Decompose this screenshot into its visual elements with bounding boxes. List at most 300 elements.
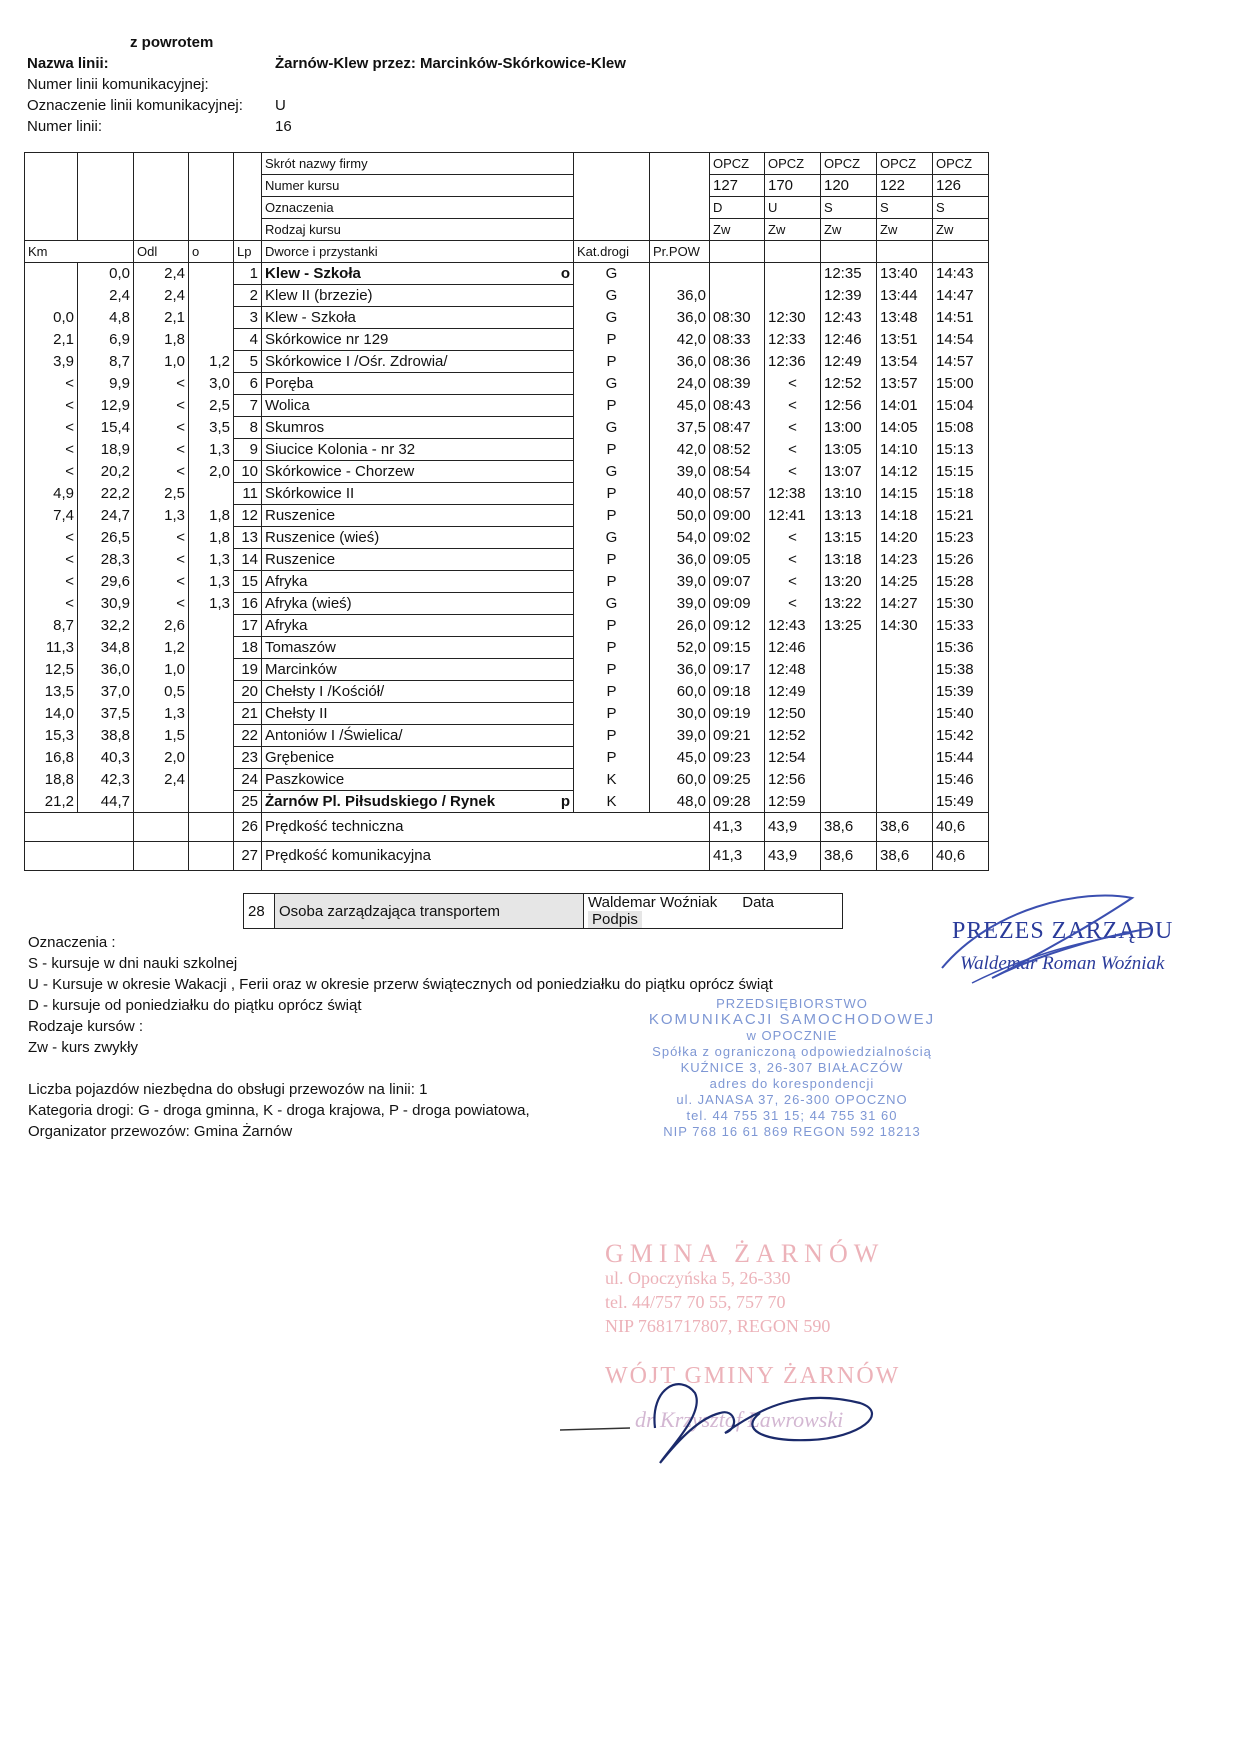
- empty-cell: [877, 241, 933, 263]
- stop-name: Marcinków: [265, 661, 337, 678]
- pow-value: 42,0: [650, 439, 710, 461]
- departure-time: 09:21: [710, 725, 765, 747]
- km-1: 7,4: [25, 505, 78, 527]
- course-number: 122: [877, 175, 933, 197]
- km-2: 36,0: [78, 659, 134, 681]
- road-category: G: [574, 593, 650, 615]
- stop-wrap: [265, 593, 570, 614]
- table-cell: [134, 197, 189, 219]
- o-value: [189, 285, 234, 307]
- road-category: P: [574, 483, 650, 505]
- km-1: 4,9: [25, 483, 78, 505]
- pow-value: 36,0: [650, 351, 710, 373]
- col-lp: Lp: [234, 241, 262, 263]
- pow-value: 30,0: [650, 703, 710, 725]
- departure-time: <: [765, 395, 821, 417]
- municipality-stamp-line-4: NIP 7681717807, REGON 590: [605, 1316, 831, 1336]
- o-value: 1,3: [189, 439, 234, 461]
- pow-value: 37,5: [650, 417, 710, 439]
- departure-time: 12:41: [765, 505, 821, 527]
- stop-name: Żarnów Pl. Piłsudskiego / Rynek: [265, 793, 496, 810]
- pow-value: 36,0: [650, 659, 710, 681]
- stop-cell: [262, 659, 574, 681]
- lp: 15: [234, 571, 262, 593]
- km-2: 2,4: [78, 285, 134, 307]
- pow-value: 36,0: [650, 549, 710, 571]
- stop-name: Skórkowice I /Ośr. Zdrowia/: [265, 353, 448, 370]
- odl: 1,2: [134, 637, 189, 659]
- km-2: 4,8: [78, 307, 134, 329]
- departure-time: 13:10: [821, 483, 877, 505]
- table-row: [25, 725, 989, 747]
- empty-cell: [134, 842, 189, 871]
- odl: 1,0: [134, 351, 189, 373]
- legend-kinds-title: Rodzaje kursów :: [28, 1018, 144, 1035]
- lp: 3: [234, 307, 262, 329]
- line-mark-label: Oznaczenie linii komunikacyjnej:: [27, 97, 243, 114]
- company-stamp-line-3: w OPOCZNIE: [746, 1028, 838, 1043]
- departure-time: [710, 285, 765, 307]
- road-category: G: [574, 263, 650, 285]
- empty-cell: [574, 197, 650, 219]
- president-signature-icon: [932, 888, 1172, 998]
- odl: 2,4: [134, 769, 189, 791]
- line-number-label: Numer linii:: [27, 118, 103, 135]
- manager-date-label: Data: [742, 894, 774, 911]
- departure-time: [765, 263, 821, 285]
- departure-time: 13:40: [877, 263, 933, 285]
- road-category: G: [574, 285, 650, 307]
- course-meta-row: [25, 219, 989, 241]
- stop-cell: [262, 681, 574, 703]
- departure-time: 09:09: [710, 593, 765, 615]
- table-cell: [189, 175, 234, 197]
- departure-time: 12:52: [821, 373, 877, 395]
- road-category: P: [574, 395, 650, 417]
- table-cell: [189, 219, 234, 241]
- o-value: 1,2: [189, 351, 234, 373]
- km-1: <: [25, 593, 78, 615]
- stop-name: Chełsty I /Kościół/: [265, 683, 385, 700]
- table-row: [25, 703, 989, 725]
- stop-cell: [262, 615, 574, 637]
- stop-cell: [262, 351, 574, 373]
- lp: 13: [234, 527, 262, 549]
- table-row: [25, 637, 989, 659]
- table-row: [25, 769, 989, 791]
- stop-cell: [262, 417, 574, 439]
- odl: <: [134, 527, 189, 549]
- odl: <: [134, 593, 189, 615]
- pow-value: 60,0: [650, 681, 710, 703]
- km-2: 8,7: [78, 351, 134, 373]
- table-cell: [134, 153, 189, 175]
- table-row: [25, 285, 989, 307]
- pow-value: 36,0: [650, 307, 710, 329]
- table-row: [25, 791, 989, 813]
- departure-time: 15:39: [933, 681, 989, 703]
- odl: <: [134, 395, 189, 417]
- departure-time: 15:40: [933, 703, 989, 725]
- table-cell: [25, 197, 78, 219]
- course-meta-row: [25, 153, 989, 175]
- departure-time: <: [765, 571, 821, 593]
- stop-cell: [262, 439, 574, 461]
- pow-value: 40,0: [650, 483, 710, 505]
- table-row: [25, 593, 989, 615]
- km-2: 44,7: [78, 791, 134, 813]
- km-1: <: [25, 439, 78, 461]
- stop-name: Ruszenice (wieś): [265, 529, 380, 546]
- table-cell: [134, 175, 189, 197]
- departure-time: 09:15: [710, 637, 765, 659]
- course-kind: Zw: [710, 219, 765, 241]
- departure-time: 15:38: [933, 659, 989, 681]
- departure-time: 12:56: [821, 395, 877, 417]
- col-stop: Dworce i przystanki: [262, 241, 574, 263]
- table-row: [25, 439, 989, 461]
- table-cell: [25, 175, 78, 197]
- o-value: [189, 263, 234, 285]
- departure-time: 13:07: [821, 461, 877, 483]
- line-mark-value: U: [275, 97, 286, 114]
- departure-time: 08:57: [710, 483, 765, 505]
- departure-time: 09:02: [710, 527, 765, 549]
- legend-roads: Kategoria drogi: G - droga gminna, K - droga krajowa, P - droga powiatowa,: [28, 1102, 530, 1119]
- empty-cell: [574, 219, 650, 241]
- table-row: [25, 571, 989, 593]
- departure-time: [821, 637, 877, 659]
- o-value: [189, 769, 234, 791]
- o-value: [189, 681, 234, 703]
- departure-time: 09:19: [710, 703, 765, 725]
- departure-time: [877, 659, 933, 681]
- departure-time: 14:23: [877, 549, 933, 571]
- departure-time: 15:42: [933, 725, 989, 747]
- departure-time: 15:21: [933, 505, 989, 527]
- table-cell: [189, 197, 234, 219]
- km-1: 3,9: [25, 351, 78, 373]
- departure-time: 15:30: [933, 593, 989, 615]
- departure-time: 12:36: [765, 351, 821, 373]
- stop-cell: [262, 461, 574, 483]
- timetable: [24, 152, 989, 871]
- departure-time: 08:54: [710, 461, 765, 483]
- departure-time: [877, 747, 933, 769]
- odl: [134, 791, 189, 813]
- departure-time: <: [765, 461, 821, 483]
- departure-time: 12:48: [765, 659, 821, 681]
- departure-time: 13:54: [877, 351, 933, 373]
- departure-time: 12:49: [821, 351, 877, 373]
- stop-cell: [262, 549, 574, 571]
- departure-time: 12:39: [821, 285, 877, 307]
- km-2: 38,8: [78, 725, 134, 747]
- stop-name: Skórkowice - Chorzew: [265, 463, 415, 480]
- departure-time: 12:35: [821, 263, 877, 285]
- pow-value: 36,0: [650, 285, 710, 307]
- pow-value: 24,0: [650, 373, 710, 395]
- o-value: [189, 659, 234, 681]
- departure-time: 14:01: [877, 395, 933, 417]
- departure-time: 13:00: [821, 417, 877, 439]
- o-value: [189, 637, 234, 659]
- stop-wrap: [265, 747, 570, 768]
- odl: 2,4: [134, 263, 189, 285]
- o-value: 2,5: [189, 395, 234, 417]
- departure-time: 09:17: [710, 659, 765, 681]
- km-2: 6,9: [78, 329, 134, 351]
- summary-value: 40,6: [933, 842, 989, 871]
- table-row: [25, 395, 989, 417]
- departure-time: 15:49: [933, 791, 989, 813]
- departure-time: 14:27: [877, 593, 933, 615]
- road-category: P: [574, 351, 650, 373]
- lp: 14: [234, 549, 262, 571]
- table-cell: [234, 153, 262, 175]
- km-2: 9,9: [78, 373, 134, 395]
- km-2: 22,2: [78, 483, 134, 505]
- departure-time: 09:00: [710, 505, 765, 527]
- company-stamp-line-1: PRZEDSIĘBIORSTWO: [716, 996, 868, 1011]
- stop-wrap: [265, 615, 570, 636]
- departure-time: <: [765, 527, 821, 549]
- table-cell: [234, 219, 262, 241]
- km-1: <: [25, 395, 78, 417]
- stop-name: Skórkowice II: [265, 485, 355, 502]
- km-2: 20,2: [78, 461, 134, 483]
- manager-name: Waldemar Woźniak: [588, 894, 718, 911]
- km-2: 32,2: [78, 615, 134, 637]
- manager-sign-label: Podpis: [588, 911, 642, 928]
- stop-wrap: [265, 571, 570, 592]
- empty-cell: [650, 219, 710, 241]
- stop-name: Poręba: [265, 375, 314, 392]
- stop-wrap: [265, 307, 570, 328]
- departure-time: 14:54: [933, 329, 989, 351]
- course-meta-row: [25, 197, 989, 219]
- stop-cell: [262, 373, 574, 395]
- legend-organizer: Organizator przewozów: Gmina Żarnów: [28, 1123, 293, 1140]
- o-value: [189, 725, 234, 747]
- km-1: [25, 285, 78, 307]
- empty-cell: [574, 153, 650, 175]
- table-cell: [234, 175, 262, 197]
- lp: 7: [234, 395, 262, 417]
- pow-value: [650, 263, 710, 285]
- odl: 1,0: [134, 659, 189, 681]
- table-row: [25, 329, 989, 351]
- empty-cell: [25, 842, 134, 871]
- company-stamp-line-9: NIP 768 16 61 869 REGON 592 18213: [663, 1124, 921, 1139]
- odl: 2,1: [134, 307, 189, 329]
- pow-value: 39,0: [650, 571, 710, 593]
- course-firm: OPCZ: [710, 153, 765, 175]
- course-number: 126: [933, 175, 989, 197]
- empty-cell: [574, 175, 650, 197]
- transport-manager-box: [243, 893, 843, 929]
- o-value: [189, 329, 234, 351]
- km-2: 18,9: [78, 439, 134, 461]
- company-stamp-line-7: ul. JANASA 37, 26-300 OPOCZNO: [676, 1092, 908, 1107]
- stop-wrap: [265, 637, 570, 658]
- line-mark-row: [27, 96, 286, 116]
- road-category: P: [574, 439, 650, 461]
- stop-wrap: [265, 461, 570, 482]
- departure-time: 12:33: [765, 329, 821, 351]
- table-cell: [25, 153, 78, 175]
- empty-cell: [25, 813, 134, 842]
- company-stamp-line-8: tel. 44 755 31 15; 44 755 31 60: [686, 1108, 898, 1123]
- table-cell: [134, 219, 189, 241]
- km-1: 12,5: [25, 659, 78, 681]
- departure-time: 08:47: [710, 417, 765, 439]
- road-category: P: [574, 615, 650, 637]
- o-value: 3,5: [189, 417, 234, 439]
- departure-time: 13:18: [821, 549, 877, 571]
- departure-time: [821, 725, 877, 747]
- stop-name: Siucice Kolonia - nr 32: [265, 441, 416, 458]
- table-cell: [234, 197, 262, 219]
- km-1: <: [25, 373, 78, 395]
- km-1: 21,2: [25, 791, 78, 813]
- empty-cell: [189, 813, 234, 842]
- stop-wrap: [265, 549, 570, 570]
- summary-label: Prędkość komunikacyjna: [262, 842, 710, 871]
- departure-time: 15:00: [933, 373, 989, 395]
- departure-time: 08:36: [710, 351, 765, 373]
- president-name: Waldemar Roman Woźniak: [960, 953, 1165, 974]
- departure-time: 09:12: [710, 615, 765, 637]
- pow-value: 39,0: [650, 593, 710, 615]
- summary-value: 40,6: [933, 813, 989, 842]
- departure-time: 08:43: [710, 395, 765, 417]
- table-row: [25, 549, 989, 571]
- road-category: G: [574, 417, 650, 439]
- course-number: 170: [765, 175, 821, 197]
- doc-direction-title: z powrotem: [130, 34, 214, 51]
- road-category: P: [574, 725, 650, 747]
- departure-time: [765, 285, 821, 307]
- departure-time: 15:08: [933, 417, 989, 439]
- meta-label: Numer kursu: [262, 175, 574, 197]
- departure-time: [877, 681, 933, 703]
- km-1: 11,3: [25, 637, 78, 659]
- km-2: 40,3: [78, 747, 134, 769]
- pow-value: 52,0: [650, 637, 710, 659]
- km-1: <: [25, 527, 78, 549]
- road-category: P: [574, 329, 650, 351]
- km-1: <: [25, 417, 78, 439]
- odl: 1,8: [134, 329, 189, 351]
- road-category: K: [574, 769, 650, 791]
- odl: 1,3: [134, 703, 189, 725]
- o-value: [189, 307, 234, 329]
- km-1: 0,0: [25, 307, 78, 329]
- departure-time: 09:07: [710, 571, 765, 593]
- road-category: P: [574, 659, 650, 681]
- stop-cell: [262, 637, 574, 659]
- empty-cell: [650, 153, 710, 175]
- departure-time: [877, 769, 933, 791]
- stop-cell: [262, 307, 574, 329]
- road-category: P: [574, 505, 650, 527]
- pow-value: 39,0: [650, 461, 710, 483]
- course-mark: S: [933, 197, 989, 219]
- departure-time: 12:54: [765, 747, 821, 769]
- stop-wrap: [265, 285, 570, 306]
- departure-time: 12:43: [765, 615, 821, 637]
- km-2: 34,8: [78, 637, 134, 659]
- stop-cell: [262, 769, 574, 791]
- odl: <: [134, 461, 189, 483]
- departure-time: [877, 637, 933, 659]
- stop-name: Afryka (wieś): [265, 595, 352, 612]
- km-1: 16,8: [25, 747, 78, 769]
- departure-time: <: [765, 549, 821, 571]
- departure-time: 09:28: [710, 791, 765, 813]
- company-stamp-line-4: Spółka z ograniczoną odpowiedzialnością: [652, 1044, 932, 1059]
- course-firm: OPCZ: [821, 153, 877, 175]
- col-odl: Odl: [134, 241, 189, 263]
- departure-time: <: [765, 439, 821, 461]
- departure-time: 13:20: [821, 571, 877, 593]
- summary-row: [25, 842, 989, 871]
- departure-time: [710, 263, 765, 285]
- table-row: [25, 307, 989, 329]
- pow-value: 26,0: [650, 615, 710, 637]
- stop-cell: [262, 263, 574, 285]
- line-name-value: Żarnów-Klew przez: Marcinków-Skórkowice-Klew: [275, 55, 626, 72]
- departure-time: 14:30: [877, 615, 933, 637]
- summary-value: 41,3: [710, 842, 765, 871]
- stop-cell: [262, 593, 574, 615]
- manager-value: [584, 894, 843, 929]
- course-kind: Zw: [765, 219, 821, 241]
- odl: 2,5: [134, 483, 189, 505]
- stop-name: Skumros: [265, 419, 325, 436]
- departure-time: 15:23: [933, 527, 989, 549]
- road-category: P: [574, 637, 650, 659]
- summary-lp: 27: [234, 842, 262, 871]
- o-value: 1,8: [189, 505, 234, 527]
- stop-wrap: [265, 373, 570, 394]
- departure-time: 12:30: [765, 307, 821, 329]
- departure-time: 15:44: [933, 747, 989, 769]
- departure-time: 12:46: [765, 637, 821, 659]
- lp: 1: [234, 263, 262, 285]
- meta-label: Rodzaj kursu: [262, 219, 574, 241]
- table-row: [25, 263, 989, 285]
- stop-cell: [262, 571, 574, 593]
- table-row: [25, 505, 989, 527]
- departure-time: [821, 791, 877, 813]
- course-firm: OPCZ: [877, 153, 933, 175]
- odl: 1,3: [134, 505, 189, 527]
- km-2: 30,9: [78, 593, 134, 615]
- empty-cell: [933, 241, 989, 263]
- lp: 20: [234, 681, 262, 703]
- table-cell: [189, 153, 234, 175]
- pow-value: 54,0: [650, 527, 710, 549]
- km-2: 37,0: [78, 681, 134, 703]
- stop-cell: [262, 505, 574, 527]
- column-header-row: [25, 241, 989, 263]
- road-category: G: [574, 461, 650, 483]
- stop-cell: [262, 483, 574, 505]
- departure-time: 12:59: [765, 791, 821, 813]
- departure-time: [821, 769, 877, 791]
